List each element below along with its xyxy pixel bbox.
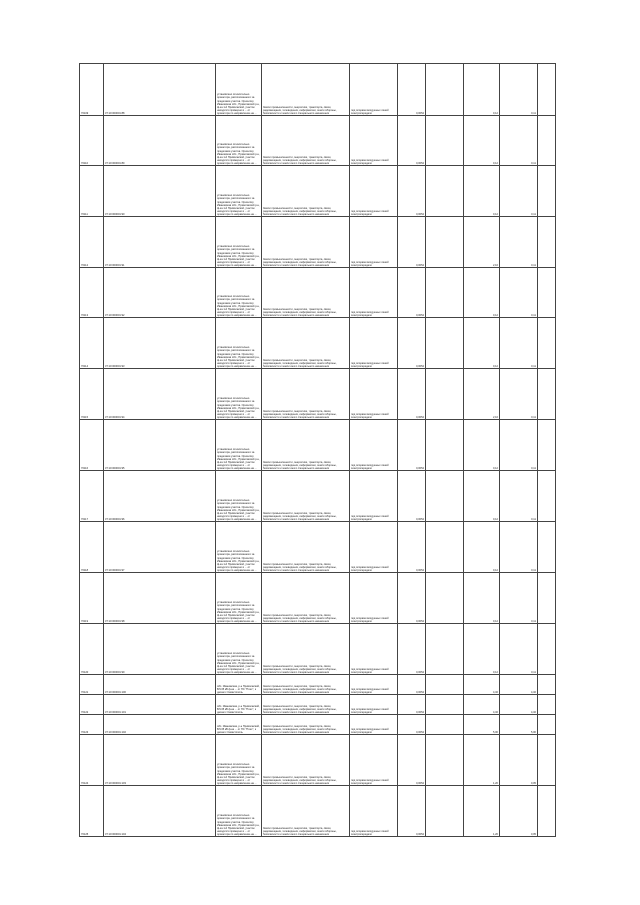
area-cell: 0,0054 (398, 573, 426, 624)
area-cell: 0,0054 (398, 695, 426, 715)
value-cell: 0,12 (464, 268, 500, 318)
percent-cell: 0,11 (500, 318, 538, 369)
location-cell: установлено относительно ориентира, расположенного за пределами участка. Ориентир Ивановская обл., Приволжский р-н, ф-ка 1-й Приволжской, участок находится примерно в ... от ориентира по направлению на ... (216, 369, 262, 420)
cadastral-number-cell: 37:10:000001:100 (104, 675, 216, 695)
empty-cell (426, 715, 464, 735)
empty-cell (426, 573, 464, 624)
location-cell: установлено относительно ориентира, расположенного за пределами участка. Ориентир Ивановская обл., Приволжский р-н, ф-ка 1-й Приволжской, участок находится примерно в ... от ориентира по направлению на ... (216, 217, 262, 268)
area-cell: 0,0054 (398, 369, 426, 420)
value-cell: 0,12 (464, 573, 500, 624)
permitted-use-cell: под опорами воздушных линий электропередачи (350, 522, 398, 573)
area-cell: 0,0054 (398, 624, 426, 675)
percent-cell: 4,32 (500, 675, 538, 695)
cadastral-table (79, 63, 556, 837)
value-cell: 0,12 (464, 624, 500, 675)
permitted-use-cell: под опорами воздушных линий электропередачи (350, 695, 398, 715)
cadastral-number-cell: 37:10:000001:91 (104, 217, 216, 268)
area-cell: 0,0054 (398, 786, 426, 837)
table-row (80, 522, 556, 573)
permitted-use-cell: под опорами воздушных линий электропередачи (350, 166, 398, 217)
percent-cell: 0,11 (500, 624, 538, 675)
empty-cell (426, 369, 464, 420)
table-row (80, 268, 556, 318)
empty-cell (426, 522, 464, 573)
land-category-cell: Земли промышленности, энергетики, транспорта, связи, радиовещания, телевидения, информатики, земли обороны, безопасности и земли иного специального назначения (262, 471, 350, 522)
empty-cell (426, 64, 464, 116)
table-row (80, 116, 556, 166)
empty-cell (538, 695, 556, 715)
table-row (80, 624, 556, 675)
location-cell: установлено относительно ориентира, расположенного за пределами участка. Ориентир Ивановская обл., Приволжский р-н, ф-ка 1-й Приволжской, участок находится примерно в ... от ориентира по направлению на ... (216, 471, 262, 522)
value-cell: 2,16 (464, 369, 500, 420)
land-category-cell: Земли промышленности, энергетики, транспорта, связи, радиовещания, телевидения, информатики, земли обороны, безопасности и земли иного специального назначения (262, 268, 350, 318)
row-number-cell: 70123 (80, 715, 104, 735)
table-row (80, 217, 556, 268)
permitted-use-cell: под опорами воздушных линий электропередачи (350, 116, 398, 166)
row-number-cell: 70110 (80, 116, 104, 166)
area-cell: 0,0054 (398, 675, 426, 695)
empty-cell (426, 675, 464, 695)
table-row (80, 715, 556, 735)
cadastral-number-cell: 37:10:000001:95 (104, 420, 216, 471)
permitted-use-cell: под опорами воздушных линий электропередачи (350, 318, 398, 369)
cadastral-number-cell: 37:10:000001:94 (104, 369, 216, 420)
row-number-cell: 70116 (80, 420, 104, 471)
location-cell: установлено относительно ориентира, расположенного за пределами участка. Ориентир Ивановская обл., Приволжский р-н, ф-ка 1-й Приволжской, участок находится примерно в ... от ориентира по направлению на ... (216, 735, 262, 786)
empty-cell (426, 735, 464, 786)
table-row (80, 420, 556, 471)
cadastral-number-cell: 37:10:000001:89 (104, 116, 216, 166)
row-number-cell: 70122 (80, 695, 104, 715)
row-number-cell: 70113 (80, 268, 104, 318)
area-cell: 0,0054 (398, 715, 426, 735)
table-row (80, 369, 556, 420)
empty-cell (538, 116, 556, 166)
empty-cell (538, 715, 556, 735)
land-category-cell: Земли промышленности, энергетики, транспорта, связи, радиовещания, телевидения, информатики, земли обороны, безопасности и земли иного специального назначения (262, 624, 350, 675)
percent-cell: 0,11 (500, 369, 538, 420)
percent-cell: 0,11 (500, 522, 538, 573)
percent-cell: 0,11 (500, 217, 538, 268)
location-cell: установлено относительно ориентира, расположенного за пределами участка. Ориентир Ивановская обл., Приволжский р-н, ф-ка 1-й Приволжской, участок находится примерно в ... от ориентира по направлению на ... (216, 420, 262, 471)
permitted-use-cell: под опорами воздушных линий электропередачи (350, 624, 398, 675)
cadastral-number-cell: 37:10:000001:98 (104, 573, 216, 624)
location-cell: установлено относительно ориентира, расположенного за пределами участка. Ориентир Ивановская обл., Приволжский р-н, ф-ка 1-й Приволжской, участок находится примерно в ... от ориентира по направлению на ... (216, 573, 262, 624)
empty-cell (538, 522, 556, 573)
row-number-cell: 70124 (80, 735, 104, 786)
empty-cell (426, 217, 464, 268)
empty-cell (538, 573, 556, 624)
land-category-cell: Земли промышленности, энергетики, транспорта, связи, радиовещания, телевидения, информатики, земли обороны, безопасности и земли иного специального назначения (262, 695, 350, 715)
empty-cell (538, 624, 556, 675)
empty-cell (538, 166, 556, 217)
location-cell: обл. Ивановская, р-н Приволжский, ВЛ-35 кВ ф-ка ... от ПС "Плес", к дачам с Севастополь (216, 695, 262, 715)
area-cell: 0,0054 (398, 217, 426, 268)
value-cell: 0,12 (464, 318, 500, 369)
location-cell: обл. Ивановская, р-н Приволжский, ВЛ-35 кВ ф-ка ... от ПС "Плес", к дачам с Севастополь (216, 675, 262, 695)
land-category-cell: Земли промышленности, энергетики, транспорта, связи, радиовещания, телевидения, информатики, земли обороны, безопасности и земли иного специального назначения (262, 318, 350, 369)
area-cell: 0,0054 (398, 268, 426, 318)
table-row (80, 318, 556, 369)
row-number-cell: 70121 (80, 675, 104, 695)
land-category-cell: Земли промышленности, энергетики, транспорта, связи, радиовещания, телевидения, информатики, земли обороны, безопасности и земли иного специального назначения (262, 735, 350, 786)
area-cell: 0,0054 (398, 420, 426, 471)
empty-cell (426, 695, 464, 715)
land-category-cell: Земли промышленности, энергетики, транспорта, связи, радиовещания, телевидения, информатики, земли обороны, безопасности и земли иного специального назначения (262, 217, 350, 268)
row-number-cell: 70119 (80, 573, 104, 624)
land-category-cell: Земли промышленности, энергетики, транспорта, связи, радиовещания, телевидения, информатики, земли обороны, безопасности и земли иного специального назначения (262, 573, 350, 624)
empty-cell (538, 735, 556, 786)
permitted-use-cell: под опорами воздушных линий электропередачи (350, 715, 398, 735)
value-cell: 4,32 (464, 695, 500, 715)
empty-cell (426, 318, 464, 369)
cadastral-number-cell: 37:10:000001:102 (104, 715, 216, 735)
empty-cell (538, 675, 556, 695)
row-number-cell: 70115 (80, 369, 104, 420)
cadastral-number-cell: 37:10:000001:96 (104, 471, 216, 522)
percent-cell: 0,05 (500, 735, 538, 786)
percent-cell: 0,11 (500, 64, 538, 116)
empty-cell (426, 116, 464, 166)
percent-cell: 5,00 (500, 715, 538, 735)
location-cell: установлено относительно ориентира, расположенного за пределами участка. Ориентир Ивановская обл., Приволжский р-н, ф-ка 1-й Приволжской, участок находится примерно в ... от ориентира по направлению на ... (216, 268, 262, 318)
percent-cell: 0,11 (500, 420, 538, 471)
location-cell: установлено относительно ориентира, расположенного за пределами участка. Ориентир Ивановская обл., Приволжский р-н, ф-ка 1-й Приволжской, участок находится примерно в ... от ориентира по направлению на ... (216, 318, 262, 369)
row-number-cell: 70118 (80, 522, 104, 573)
value-cell: 4,32 (464, 675, 500, 695)
table-row (80, 675, 556, 695)
permitted-use-cell: под опорами воздушных линий электропередачи (350, 675, 398, 695)
empty-cell (426, 166, 464, 217)
table-row (80, 573, 556, 624)
cadastral-number-cell: 37:10:000001:101 (104, 695, 216, 715)
cadastral-number-cell: 37:10:000001:93 (104, 318, 216, 369)
land-category-cell: Земли промышленности, энергетики, транспорта, связи, радиовещания, телевидения, информатики, земли обороны, безопасности и земли иного специального назначения (262, 786, 350, 837)
empty-cell (538, 64, 556, 116)
land-category-cell: Земли промышленности, энергетики, транспорта, связи, радиовещания, телевидения, информатики, земли обороны, безопасности и земли иного специального назначения (262, 64, 350, 116)
empty-cell (538, 369, 556, 420)
table-row (80, 735, 556, 786)
permitted-use-cell: под опорами воздушных линий электропередачи (350, 268, 398, 318)
table-row (80, 64, 556, 116)
empty-cell (426, 420, 464, 471)
land-category-cell: Земли промышленности, энергетики, транспорта, связи, радиовещания, телевидения, информатики, земли обороны, безопасности и земли иного специального назначения (262, 116, 350, 166)
empty-cell (538, 471, 556, 522)
row-number-cell: 70114 (80, 318, 104, 369)
value-cell: 1,20 (464, 735, 500, 786)
value-cell: 2,16 (464, 217, 500, 268)
location-cell: установлено относительно ориентира, расположенного за пределами участка. Ориентир Ивановская обл., Приволжский р-н, ф-ка 1-й Приволжской, участок находится примерно в ... от ориентира по направлению на ... (216, 624, 262, 675)
area-cell: 0,0054 (398, 166, 426, 217)
land-category-cell: Земли промышленности, энергетики, транспорта, связи, радиовещания, телевидения, информатики, земли обороны, безопасности и земли иного специального назначения (262, 675, 350, 695)
permitted-use-cell: под опорами воздушных линий электропередачи (350, 64, 398, 116)
land-category-cell: Земли промышленности, энергетики, транспорта, связи, радиовещания, телевидения, информатики, земли обороны, безопасности и земли иного специального назначения (262, 166, 350, 217)
value-cell: 0,12 (464, 420, 500, 471)
cadastral-number-cell: 37:10:000001:88 (104, 64, 216, 116)
permitted-use-cell: под опорами воздушных линий электропередачи (350, 735, 398, 786)
permitted-use-cell: под опорами воздушных линий электропередачи (350, 471, 398, 522)
empty-cell (426, 624, 464, 675)
row-number-cell: 70120 (80, 624, 104, 675)
value-cell: 0,12 (464, 166, 500, 217)
permitted-use-cell: под опорами воздушных линий электропередачи (350, 573, 398, 624)
land-category-cell: Земли промышленности, энергетики, транспорта, связи, радиовещания, телевидения, информатики, земли обороны, безопасности и земли иного специального назначения (262, 715, 350, 735)
location-cell: установлено относительно ориентира, расположенного за пределами участка. Ориентир Ивановская обл., Приволжский р-н, ф-ка 1-й Приволжской, участок находится примерно в ... от ориентира по направлению на ... (216, 166, 262, 217)
percent-cell: 0,11 (500, 166, 538, 217)
row-number-cell: 70109 (80, 64, 104, 116)
permitted-use-cell: под опорами воздушных линий электропередачи (350, 217, 398, 268)
percent-cell: 0,11 (500, 573, 538, 624)
table-row (80, 695, 556, 715)
cadastral-number-cell: 37:10:000001:104 (104, 786, 216, 837)
percent-cell: 0,11 (500, 471, 538, 522)
empty-cell (426, 471, 464, 522)
land-category-cell: Земли промышленности, энергетики, транспорта, связи, радиовещания, телевидения, информатики, земли обороны, безопасности и земли иного специального назначения (262, 522, 350, 573)
empty-cell (538, 268, 556, 318)
table-row (80, 166, 556, 217)
percent-cell: 0,11 (500, 116, 538, 166)
table-row (80, 786, 556, 837)
empty-cell (426, 268, 464, 318)
cadastral-number-cell: 37:10:000001:90 (104, 166, 216, 217)
value-cell: 1,20 (464, 786, 500, 837)
value-cell: 5,00 (464, 715, 500, 735)
permitted-use-cell: под опорами воздушных линий электропередачи (350, 420, 398, 471)
land-category-cell: Земли промышленности, энергетики, транспорта, связи, радиовещания, телевидения, информатики, земли обороны, безопасности и земли иного специального назначения (262, 420, 350, 471)
value-cell: 0,12 (464, 64, 500, 116)
table-row (80, 471, 556, 522)
area-cell: 0,0054 (398, 471, 426, 522)
location-cell: обл. Ивановская, р-н Приволжский, ВЛ-35 кВ ф-ка ... от ПС "Плес", к дачам с Севастополь (216, 715, 262, 735)
cadastral-number-cell: 37:10:000001:103 (104, 735, 216, 786)
row-number-cell: 70111 (80, 166, 104, 217)
empty-cell (538, 786, 556, 837)
cadastral-number-cell: 37:10:000001:92 (104, 268, 216, 318)
land-category-cell: Земли промышленности, энергетики, транспорта, связи, радиовещания, телевидения, информатики, земли обороны, безопасности и земли иного специального назначения (262, 369, 350, 420)
empty-cell (538, 217, 556, 268)
area-cell: 0,0054 (398, 318, 426, 369)
cadastral-number-cell: 37:10:000001:97 (104, 522, 216, 573)
percent-cell: 4,32 (500, 695, 538, 715)
row-number-cell: 70117 (80, 471, 104, 522)
row-number-cell: 70125 (80, 786, 104, 837)
area-cell: 0,0054 (398, 64, 426, 116)
value-cell: 0,12 (464, 116, 500, 166)
cadastral-number-cell: 37:10:000001:99 (104, 624, 216, 675)
location-cell: установлено относительно ориентира, расположенного за пределами участка. Ориентир Ивановская обл., Приволжский р-н, ф-ка 1-й Приволжской, участок находится примерно в ... от ориентира по направлению на ... (216, 522, 262, 573)
area-cell: 0,0054 (398, 522, 426, 573)
location-cell: установлено относительно ориентира, расположенного за пределами участка. Ориентир Ивановская обл., Приволжский р-н, ф-ка 1-й Приволжской, участок находится примерно в ... от ориентира по направлению на ... (216, 786, 262, 837)
percent-cell: 0,05 (500, 786, 538, 837)
empty-cell (426, 786, 464, 837)
percent-cell: 0,11 (500, 268, 538, 318)
location-cell: установлено относительно ориентира, расположенного за пределами участка. Ориентир Ивановская обл., Приволжский р-н, ф-ка 1-й Приволжской, участок находится примерно в ... от ориентира по направлению на ... (216, 116, 262, 166)
row-number-cell: 70112 (80, 217, 104, 268)
value-cell: 0,12 (464, 471, 500, 522)
value-cell: 0,12 (464, 522, 500, 573)
empty-cell (538, 420, 556, 471)
permitted-use-cell: под опорами воздушных линий электропередачи (350, 786, 398, 837)
area-cell: 0,0054 (398, 116, 426, 166)
permitted-use-cell: под опорами воздушных линий электропередачи (350, 369, 398, 420)
empty-cell (538, 318, 556, 369)
area-cell: 0,0054 (398, 735, 426, 786)
location-cell: установлено относительно ориентира, расположенного за пределами участка. Ориентир Ивановская обл., Приволжский р-н, ф-ка 1-й Приволжской, участок находится примерно в ... от ориентира по направлению на ... (216, 64, 262, 116)
